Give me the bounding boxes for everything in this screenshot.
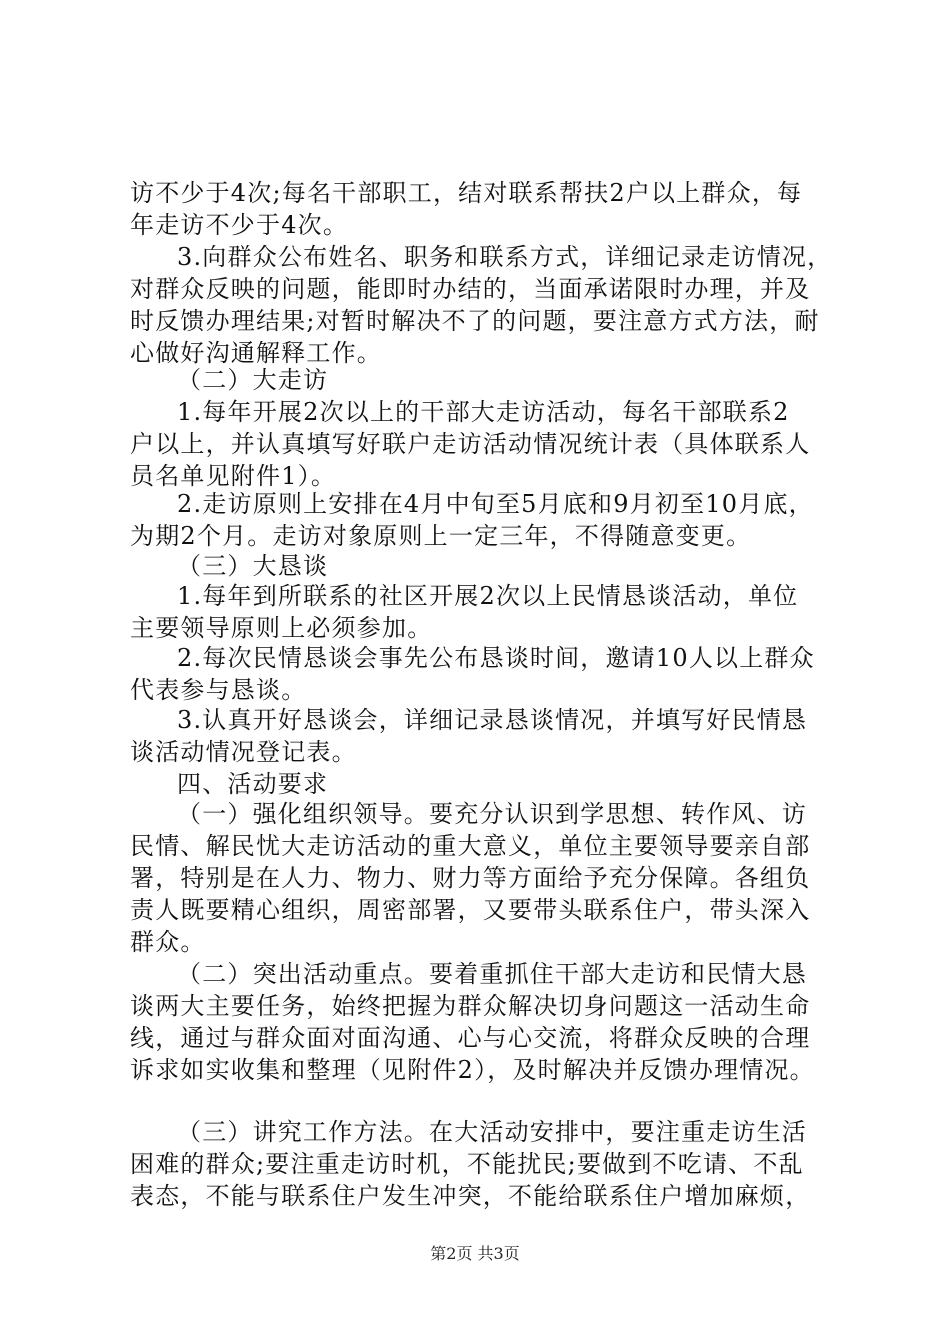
text-line: 谈两大主要任务，始终把握为群众解决切身问题这一活动生命	[130, 992, 811, 1020]
text-line: 1.每年到所联系的社区开展2次以上民情恳谈活动，单位	[177, 582, 799, 610]
text-line: 群众。	[130, 928, 206, 956]
text-line: （三）讲究工作方法。在大活动安排中，要注重走访生活	[177, 1118, 807, 1146]
text-line: 民情、解民忧大走访活动的重大意义，单位主要领导要亲自部	[130, 832, 811, 860]
text-line: 员名单见附件1）。	[130, 462, 337, 490]
text-line: 年走访不少于4次。	[130, 211, 349, 239]
text-line: 署，特别是在人力、物力、财力等方面给予充分保障。各组负	[130, 864, 811, 892]
text-line: （一）强化组织领导。要充分认识到学思想、转作风、访	[177, 800, 807, 828]
text-line: 时反馈办理结果;对暂时解决不了的问题，要注意方式方法，耐	[130, 307, 820, 335]
text-line: 对群众反映的问题，能即时办结的，当面承诺限时办理，并及	[130, 275, 811, 303]
text-line: 户以上，并认真填写好联户走访活动情况统计表（具体联系人	[130, 430, 811, 458]
text-line: 线，通过与群众面对面沟通、心与心交流，将群众反映的合理	[130, 1024, 811, 1052]
text-line: 3.认真开好恳谈会，详细记录恳谈情况，并填写好民情恳	[177, 706, 808, 734]
text-line: 2.每次民情恳谈会事先公布恳谈时间，邀请10人以上群众	[177, 644, 815, 672]
text-line: 主要领导原则上必须参加。	[130, 614, 433, 642]
text-line: 为期2个月。走访对象原则上一定三年，不得随意变更。	[130, 522, 752, 550]
section-heading: 四、活动要求	[177, 770, 329, 798]
section-heading: （二）大走访	[177, 366, 329, 394]
text-line: 2.走访原则上安排在4月中旬至5月底和9月初至10月底，	[177, 490, 814, 518]
text-line: （二）突出活动重点。要着重抓住干部大走访和民情大恳	[177, 960, 807, 988]
text-line: 诉求如实收集和整理（见附件2），及时解决并反馈办理情况。	[130, 1056, 815, 1084]
text-line: 心做好沟通解释工作。	[130, 339, 382, 367]
text-line: 谈活动情况登记表。	[130, 738, 357, 766]
text-line: 1.每年开展2次以上的干部大走访活动，每名干部联系2	[177, 398, 790, 426]
page-footer: 第2页 共3页	[430, 1244, 520, 1263]
text-line: 困难的群众;要注重走访时机，不能扰民;要做到不吃请、不乱	[130, 1150, 804, 1178]
text-line: 访不少于4次;每名干部职工，结对联系帮扶2户以上群众，每	[130, 179, 803, 207]
text-line: 3.向群众公布姓名、职务和联系方式，详细记录走访情况，	[177, 243, 833, 271]
text-line: 代表参与恳谈。	[130, 676, 307, 704]
section-heading: （三）大恳谈	[177, 552, 329, 580]
text-line: 责人既要精心组织，周密部署，又要带头联系住户，带头深入	[130, 896, 811, 924]
text-line: 表态，不能与联系住户发生冲突，不能给联系住户增加麻烦，	[130, 1182, 811, 1210]
